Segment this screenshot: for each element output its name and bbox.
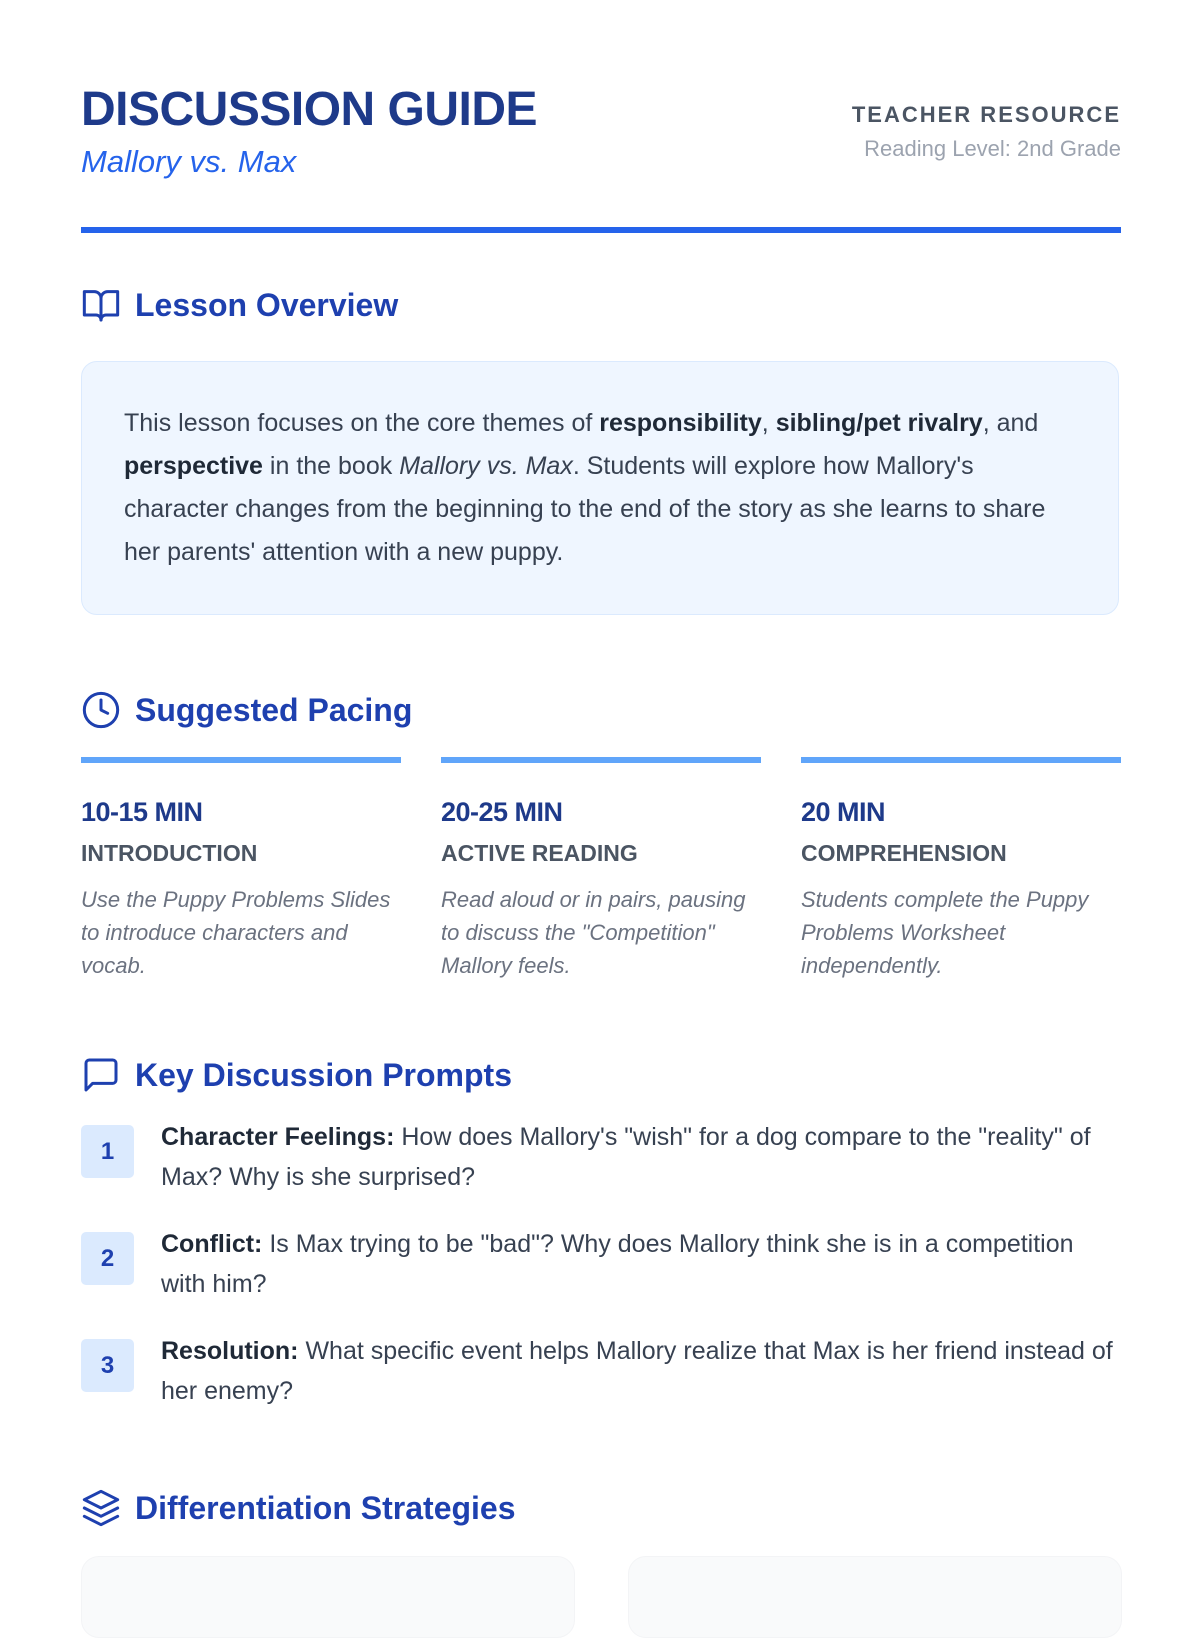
- pacing-time: 20 MIN: [801, 797, 886, 827]
- pacing-item-active-reading: [441, 757, 761, 982]
- pacing-bar: [441, 757, 761, 763]
- prompt-text: Conflict: Is Max trying to be "bad"? Why does Mallory think she is in a competition with him?: [161, 1230, 1074, 1298]
- pacing-time: 20-25 MIN: [441, 797, 563, 827]
- clock-icon: [81, 690, 121, 730]
- document-header: [81, 82, 1121, 232]
- discussion-prompt: [81, 1232, 1121, 1322]
- prompt-text: Resolution: What specific event helps Mallory realize that Max is her friend instead of her enemy?: [161, 1337, 1113, 1405]
- section-heading-differentiation: [81, 1488, 516, 1528]
- pacing-phase: INTRODUCTION: [81, 840, 258, 866]
- differentiation-card: [81, 1556, 575, 1638]
- pacing-item-comprehension: [801, 757, 1121, 982]
- section-title: Key Discussion Prompts: [135, 1056, 512, 1093]
- pacing-phase: ACTIVE READING: [441, 840, 638, 866]
- reading-level: Reading Level: 2nd Grade: [864, 136, 1121, 161]
- pacing-bar: [81, 757, 401, 763]
- book-title: Mallory vs. Max: [81, 144, 297, 179]
- overview-box: [81, 361, 1119, 615]
- prompt-text: Character Feelings: How does Mallory's "wish" for a dog compare to the "reality" of Max? Why is she surprised?: [161, 1123, 1091, 1191]
- section-heading-prompts: [81, 1055, 512, 1095]
- pacing-description: Students complete the Puppy Problems Worksheet independently.: [801, 887, 1089, 978]
- section-title: Differentiation Strategies: [135, 1489, 516, 1526]
- prompt-number: 1: [81, 1125, 134, 1178]
- layers-icon: [81, 1488, 121, 1528]
- resource-label: TEACHER RESOURCE: [851, 102, 1121, 127]
- differentiation-card: [628, 1556, 1122, 1638]
- pacing-item-introduction: [81, 757, 401, 982]
- section-heading-overview: [81, 285, 398, 325]
- prompt-number: 3: [81, 1339, 134, 1392]
- section-title: Suggested Pacing: [135, 691, 413, 728]
- pacing-bar: [801, 757, 1121, 763]
- document-title: DISCUSSION GUIDE: [81, 83, 538, 136]
- discussion-prompt: [81, 1339, 1121, 1429]
- section-heading-pacing: [81, 690, 412, 730]
- prompt-number: 2: [81, 1232, 134, 1285]
- discussion-prompt: [81, 1125, 1121, 1215]
- pacing-description: Use the Puppy Problems Slides to introduce characters and vocab.: [81, 887, 391, 978]
- overview-text: This lesson focuses on the core themes of responsibility, sibling/pet rivalry, and perspective in the book Mallory vs. Max. Students will explore how Mallory's character changes from the beginning to the end of the story as she learns to share her parents' attention with a new puppy.: [124, 409, 1046, 566]
- book-open-icon: [81, 285, 121, 325]
- pacing-description: Read aloud or in pairs, pausing to discuss the "Competition" Mallory feels.: [441, 887, 746, 978]
- message-square-icon: [81, 1055, 121, 1095]
- pacing-phase: COMPREHENSION: [801, 840, 1007, 866]
- pacing-time: 10-15 MIN: [81, 797, 203, 827]
- section-title: Lesson Overview: [135, 286, 399, 323]
- header-divider: [81, 227, 1121, 233]
